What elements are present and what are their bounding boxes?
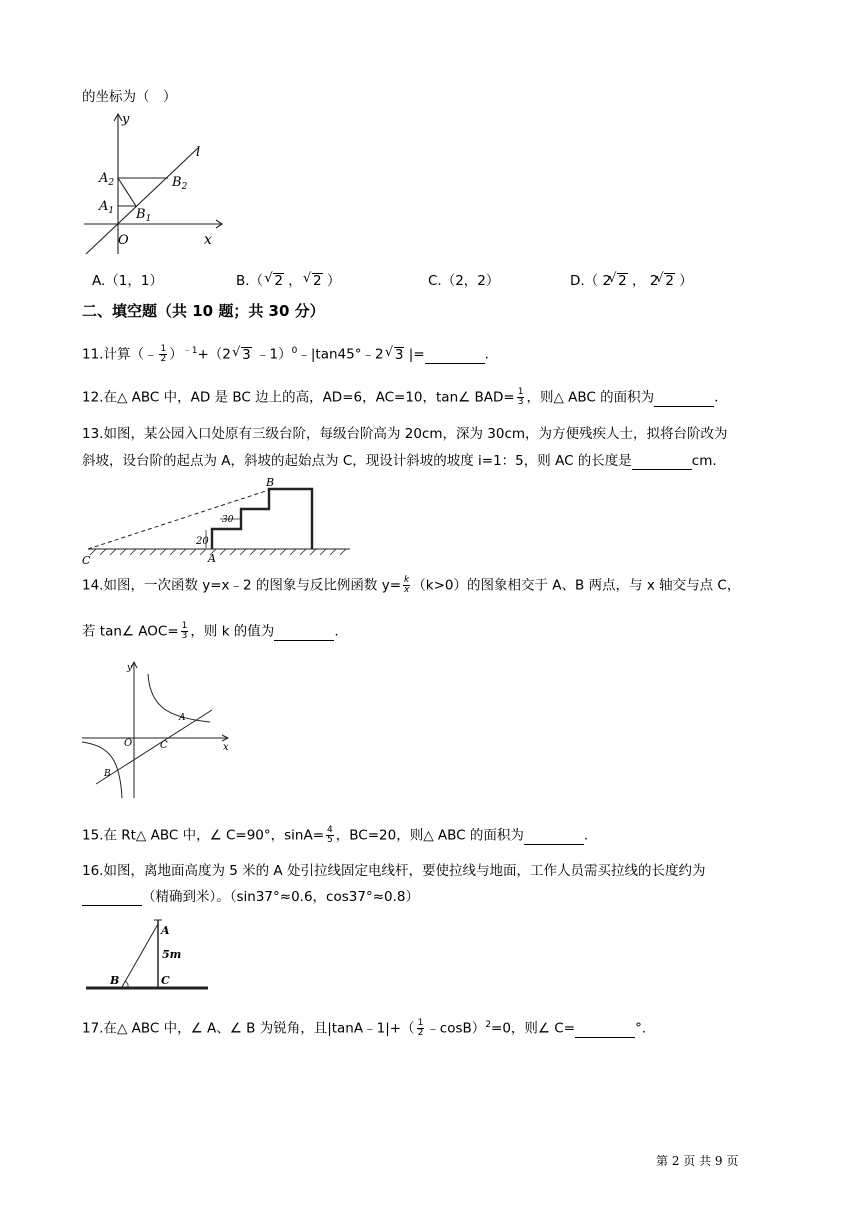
q17-text: 17.在△ ABC 中，∠ A、∠ B 为锐角，且|tanA﹣1|+（ $\frac{1}{2}$ ﹣cosB）$^2$=0，则∠ C= °. xyxy=(82,1018,647,1038)
q15-text: 15.在 Rt△ ABC 中，∠ C=90°，sinA= $\frac{4}{5}$ ，BC=20，则△ ABC 的面积为 . xyxy=(82,825,589,845)
fig1-b2-label: $B_2$ xyxy=(172,175,188,192)
q14-line1: 14.如图，一次函数 y=x﹣2 的图象与反比例函数 y= $\frac{k}{x}$ （k>0）的图象相交于 A、B 两点，与 x 轴交与点 C， xyxy=(82,575,741,595)
fig1-b1-label: $B_1$ xyxy=(136,207,152,224)
fig3-x-label: x xyxy=(223,742,229,753)
fig4-a-label: A xyxy=(161,924,170,937)
choice-b: B.（ √ 2 ， √ 2 ） xyxy=(236,272,340,290)
q13-line1: 13.如图，某公园入口处原有三级台阶，每级台阶高为 20cm，深为 30cm，为方便残疾人士，拟将台阶改为 xyxy=(82,426,728,442)
fig1-origin-label: O xyxy=(118,233,129,248)
q13-line2: 斜坡，设台阶的起点为 A，斜坡的起始点为 C，现设计斜坡的坡度 i=1：5，则 AC 的长度是 cm. xyxy=(82,453,717,469)
fig3-y-label: y xyxy=(127,663,133,673)
choice-c: C.（2，2） xyxy=(428,273,500,289)
fig2-a-label: A xyxy=(208,552,216,565)
q10-tail-text: 的坐标为（ ） xyxy=(82,89,177,105)
fig1-y-label: y xyxy=(122,112,130,127)
fig4-b-label: B xyxy=(110,974,120,987)
q16-line1: 16.如图，离地面高度为 5 米的 A 处引拉线固定电线杆，要使拉线与地面，工作人员需买拉线的长度约为 xyxy=(82,863,706,879)
fig3-c-label: C xyxy=(160,740,168,751)
q12-answer-blank[interactable] xyxy=(654,392,714,407)
figure-q13-stairs xyxy=(80,474,360,566)
fig1-a1-label: $A_1$ xyxy=(99,199,115,216)
section-heading: 二、填空题（共 10 题；共 30 分） xyxy=(82,302,325,320)
figure-q10-coordinate xyxy=(80,108,230,258)
fig2-b-label: B xyxy=(266,476,275,489)
fig4-length-label: 5m xyxy=(162,948,182,961)
q17-answer-blank[interactable] xyxy=(575,1023,635,1038)
q14-line2: 若 tan∠ AOC= $\frac{1}{3}$ ，则 k 的值为 . xyxy=(82,621,339,641)
q13-answer-blank[interactable] xyxy=(632,455,692,470)
fig1-a2-label: $A_2$ xyxy=(99,171,115,188)
figure-q14-graph xyxy=(80,658,235,803)
fig1-x-label: x xyxy=(204,232,212,248)
choice-d: D.（ 2√ 2 ， 2√ 2 ） xyxy=(570,272,693,290)
q11-text: 11.计算（﹣ $\frac{1}{2}$ ）$^{﹣1}$+（2 √ 3 ﹣1）$^0$﹣|tan45°﹣2 √ 3 |= . xyxy=(82,342,489,364)
fig3-b-label: B xyxy=(104,769,111,779)
q16-answer-blank[interactable] xyxy=(82,891,142,906)
fig2-c-label: C xyxy=(82,554,91,566)
fig4-c-label: C xyxy=(161,974,170,987)
page-footer: 第 2 页 共 9 页 xyxy=(656,1154,739,1168)
fig2-depth-label: 30 xyxy=(222,515,234,525)
fig3-a-label: A xyxy=(179,713,186,723)
fig3-origin-label: O xyxy=(124,738,133,749)
fig1-l-label: l xyxy=(196,145,201,160)
q16-line2: （精确到米）。（sin37°≈0.6，cos37°≈0.8） xyxy=(82,888,419,906)
q11-answer-blank[interactable] xyxy=(425,349,485,364)
figure-q16-pole xyxy=(82,912,212,992)
q15-answer-blank[interactable] xyxy=(524,830,584,845)
fig2-height-label: 20 xyxy=(196,536,209,547)
q12-text: 12.在△ ABC 中，AD 是 BC 边上的高，AD=6，AC=10，tan∠ BAD= $\frac{1}{3}$ ，则△ ABC 的面积为 . xyxy=(82,387,719,407)
choice-a: A.（1，1） xyxy=(92,273,163,289)
q14-answer-blank[interactable] xyxy=(274,626,334,641)
